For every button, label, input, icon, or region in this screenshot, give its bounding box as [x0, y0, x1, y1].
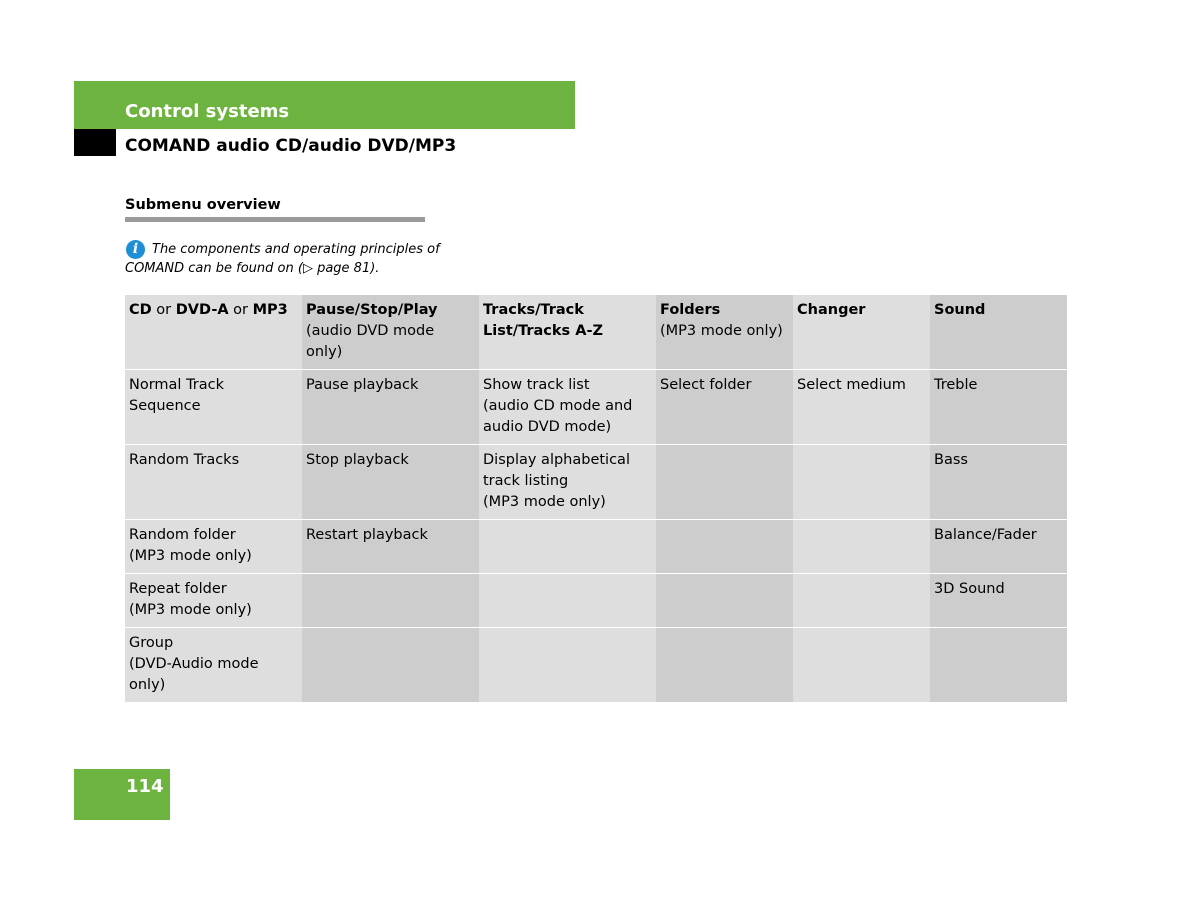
- table-row: [125, 574, 1067, 628]
- cell-text: Pause playback: [306, 377, 419, 393]
- table-row: [125, 520, 1067, 574]
- heading-rule: [125, 217, 425, 222]
- header-cell-changer: [793, 295, 930, 370]
- table-cell: [930, 370, 1067, 445]
- header-cell-cd: [125, 295, 302, 370]
- table-cell: [930, 445, 1067, 520]
- table-cell: [302, 628, 479, 703]
- cell-text: Balance/Fader: [934, 527, 1037, 543]
- table-header-row: [125, 295, 1067, 370]
- header-part: CD: [129, 302, 152, 318]
- header-title: Changer: [797, 302, 866, 318]
- table-cell: [656, 445, 793, 520]
- header-title: Tracks/Track List/Tracks A-Z: [483, 302, 603, 339]
- table-cell: [793, 574, 930, 628]
- cell-text: Repeat folder (MP3 mode only): [129, 581, 252, 618]
- header-note: (MP3 mode only): [660, 323, 783, 339]
- table-cell: [302, 445, 479, 520]
- cell-text: Select medium: [797, 377, 906, 393]
- cell-text: Bass: [934, 452, 968, 468]
- cell-text: Select folder: [660, 377, 752, 393]
- table-row: [125, 370, 1067, 445]
- table-cell: [479, 370, 656, 445]
- page-number-box: [74, 769, 170, 820]
- cell-text: 3D Sound: [934, 581, 1005, 597]
- table-cell: [125, 574, 302, 628]
- table-cell: [479, 574, 656, 628]
- header-part: DVD-A: [175, 302, 229, 318]
- table-row: [125, 445, 1067, 520]
- header-part: MP3: [252, 302, 288, 318]
- table-cell: [125, 520, 302, 574]
- cell-text: Show track list (audio CD mode and audio DVD mode): [483, 377, 633, 435]
- section-title: Control systems: [125, 101, 290, 122]
- info-icon: i: [126, 240, 145, 259]
- table-row: [125, 628, 1067, 703]
- header-cell-tracks: [479, 295, 656, 370]
- table-cell: [930, 574, 1067, 628]
- cell-text: Restart playback: [306, 527, 428, 543]
- cell-text: Group (DVD-Audio mode only): [129, 635, 259, 693]
- table-cell: [793, 445, 930, 520]
- header-title: Folders: [660, 302, 721, 318]
- table-body: [125, 370, 1067, 703]
- info-note-line1: The components and operating principles of: [152, 242, 440, 257]
- table-cell: [793, 628, 930, 703]
- info-note: [125, 240, 455, 278]
- table-cell: [656, 628, 793, 703]
- header-cell-pause-stop-play: [302, 295, 479, 370]
- table-cell: [479, 445, 656, 520]
- table-cell: [930, 628, 1067, 703]
- info-note-line2: COMAND can be found on (▷ page 81).: [125, 261, 380, 276]
- table-cell: [302, 574, 479, 628]
- submenu-heading: Submenu overview: [125, 197, 281, 213]
- cell-text: Normal Track Sequence: [129, 377, 225, 414]
- header-marker-block: [74, 129, 116, 156]
- table-cell: [125, 445, 302, 520]
- header-part: or: [228, 302, 253, 318]
- section-header-bar: [74, 81, 575, 129]
- table-cell: [479, 628, 656, 703]
- table-cell: [656, 370, 793, 445]
- header-cell-sound: [930, 295, 1067, 370]
- header-part: or: [151, 302, 176, 318]
- header-cell-folders: [656, 295, 793, 370]
- table-cell: [479, 520, 656, 574]
- header-title: Sound: [934, 302, 986, 318]
- table-cell: [930, 520, 1067, 574]
- header-title: Pause/Stop/Play: [306, 302, 438, 318]
- page-number: 114: [126, 776, 164, 797]
- header-note: (audio DVD mode only): [306, 323, 435, 360]
- cell-text: Treble: [934, 377, 978, 393]
- cell-text: Stop playback: [306, 452, 409, 468]
- table-cell: [302, 520, 479, 574]
- cell-text: Display alphabetical track listing (MP3 mode only): [483, 452, 630, 510]
- table-cell: [656, 574, 793, 628]
- table-cell: [793, 370, 930, 445]
- table-cell: [125, 628, 302, 703]
- table-cell: [793, 520, 930, 574]
- table-cell: [302, 370, 479, 445]
- subsection-title: COMAND audio CD/audio DVD/MP3: [125, 136, 457, 156]
- table-cell: [656, 520, 793, 574]
- cell-text: Random folder (MP3 mode only): [129, 527, 252, 564]
- table-cell: [125, 370, 302, 445]
- submenu-table: [125, 295, 1067, 703]
- cell-text: Random Tracks: [129, 452, 240, 468]
